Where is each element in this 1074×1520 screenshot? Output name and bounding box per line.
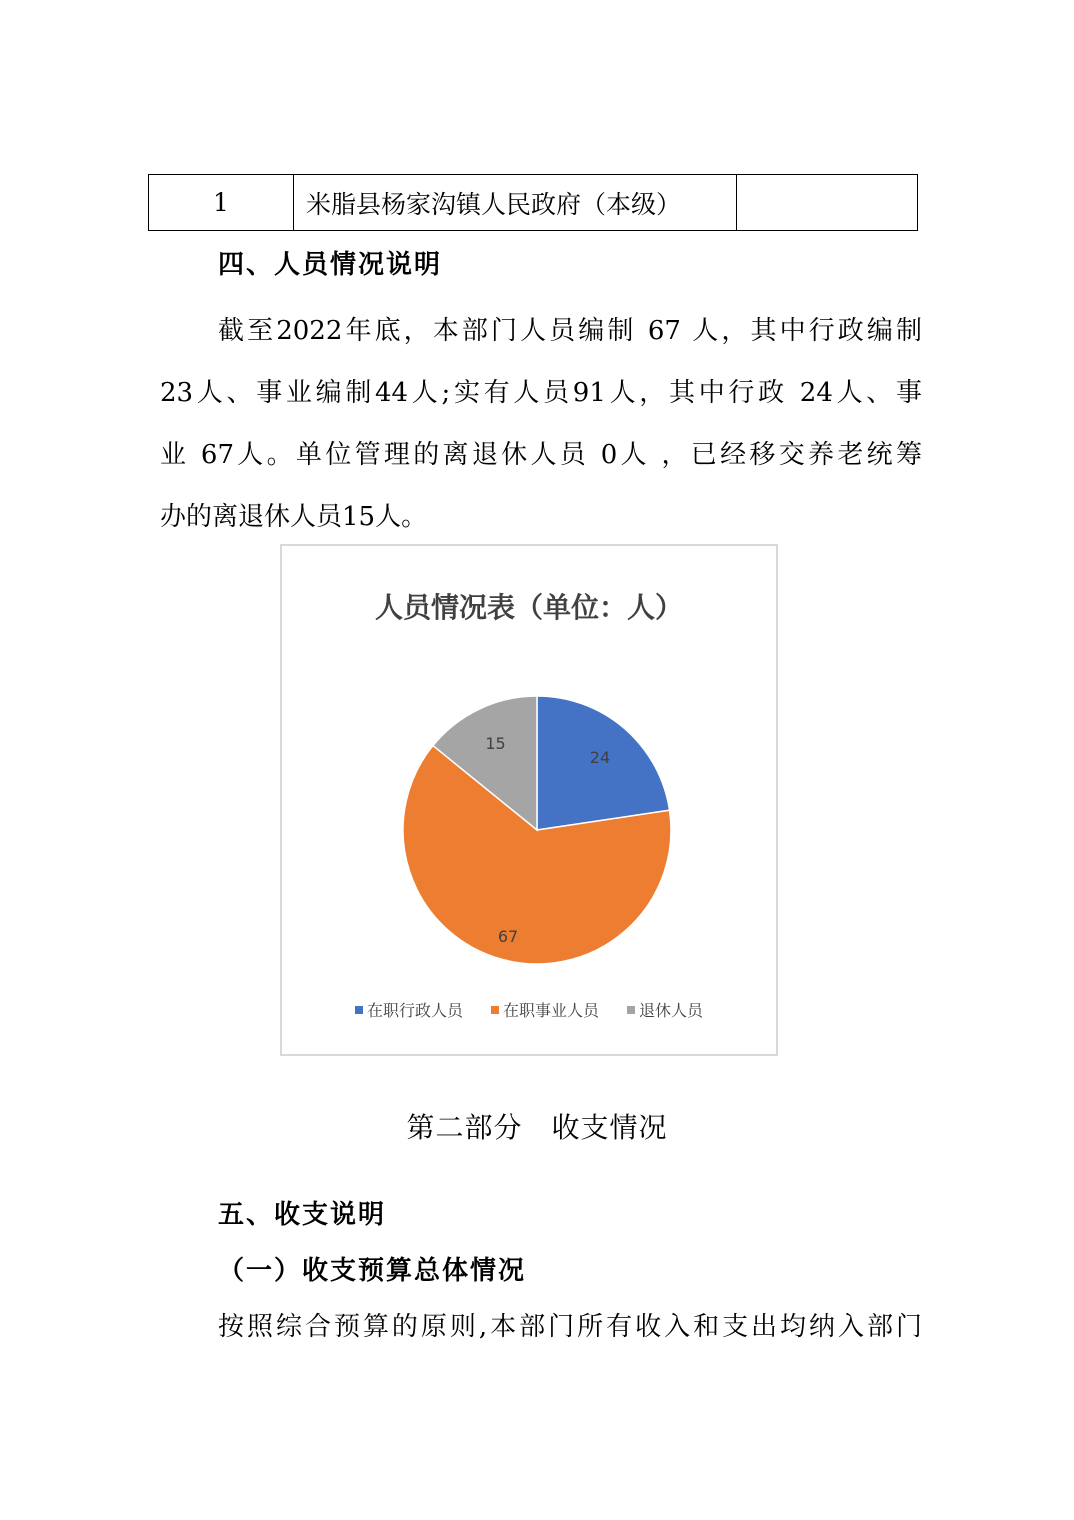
- part-two-title: 第二部分 收支情况: [406, 1111, 668, 1144]
- legend-swatch-1: [355, 1006, 363, 1014]
- pie-chart-svg: [282, 546, 776, 1054]
- section-heading-personnel: 四、人员情况说明: [218, 250, 443, 280]
- legend-swatch-2: [491, 1006, 499, 1014]
- legend-item-3: [627, 998, 703, 1021]
- pie-data-label-1: 24: [589, 747, 611, 767]
- legend-swatch-3: [627, 1006, 635, 1014]
- table-cell-unit-name: 米脂县杨家沟镇人民政府（本级）: [294, 175, 737, 230]
- personnel-pie-chart: [280, 544, 778, 1056]
- pie-data-label-3: 15: [485, 733, 506, 753]
- paragraph-line-1: 截至2022年底，本部门人员编制 67 人，其中行政编制: [218, 316, 922, 346]
- paragraph-budget-line: 按照综合预算的原则,本部门所有收入和支出均纳入部门: [218, 1312, 922, 1342]
- section-heading-budget: 五、收支说明: [218, 1200, 387, 1230]
- chart-legend: [282, 998, 776, 1021]
- paragraph-line-4: 办的离退休人员15人。: [160, 502, 428, 532]
- legend-label-3: 退休人员: [639, 1001, 704, 1020]
- unit-table-row: [148, 174, 918, 231]
- pie-data-label-2: 67: [497, 926, 519, 946]
- legend-item-1: [355, 998, 463, 1021]
- legend-item-2: [491, 998, 599, 1021]
- legend-label-1: 在职行政人员: [366, 1001, 463, 1020]
- table-cell-extra: [737, 175, 917, 230]
- paragraph-line-2: 23人、事业编制44人;实有人员91人，其中行政 24人、事: [160, 378, 922, 408]
- table-cell-index: 1: [149, 175, 294, 230]
- legend-label-2: 在职事业人员: [502, 1001, 599, 1020]
- subheading-budget-overview: （一）收支预算总体情况: [218, 1256, 527, 1286]
- chart-title: 人员情况表（单位：人）: [374, 591, 683, 624]
- paragraph-line-3: 业 67人。单位管理的离退休人员 0人 ，已经移交养老统筹: [160, 440, 922, 470]
